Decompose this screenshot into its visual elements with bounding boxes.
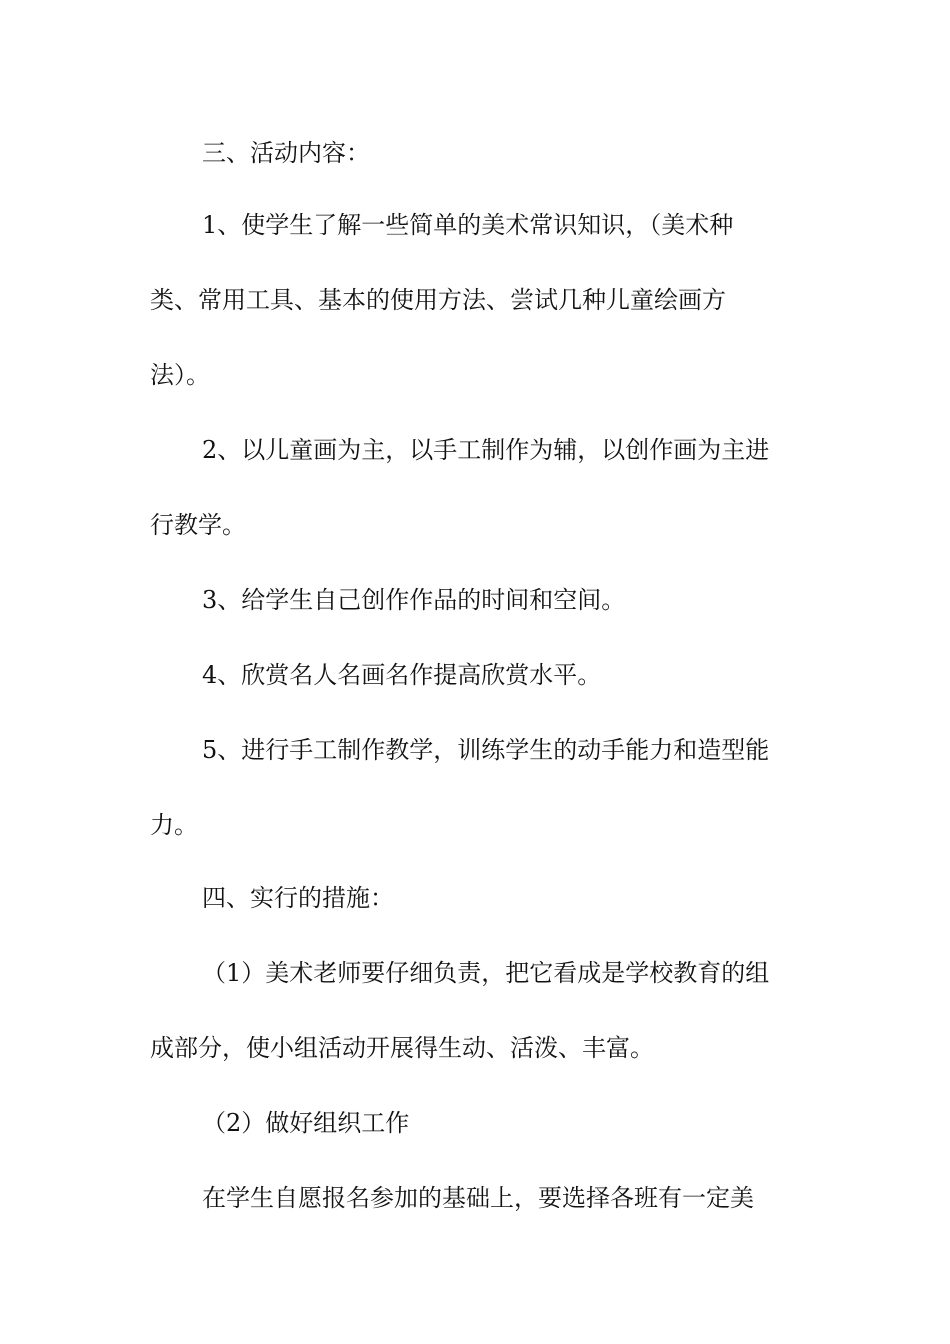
paragraph-line: 类、常用工具、基本的使用方法、尝试几种儿童绘画方 bbox=[150, 286, 726, 314]
paragraph-line: 力。 bbox=[150, 811, 198, 839]
paragraph-line: （1）美术老师要仔细负责，把它看成是学校教育的组 bbox=[202, 959, 770, 987]
paragraph-line: （2）做好组织工作 bbox=[202, 1109, 410, 1137]
paragraph-line: 法）。 bbox=[150, 361, 210, 389]
paragraph-line: 5、进行手工制作教学，训练学生的动手能力和造型能 bbox=[202, 736, 770, 764]
paragraph-line: 行教学。 bbox=[150, 511, 246, 539]
section-heading-activity-content: 三、活动内容： bbox=[202, 139, 370, 167]
paragraph-line: 1、使学生了解一些简单的美术常识知识，（美术种 bbox=[202, 211, 734, 239]
paragraph-line: 成部分，使小组活动开展得生动、活泼、丰富。 bbox=[150, 1034, 654, 1062]
section-heading-measures: 四、实行的措施： bbox=[202, 884, 394, 912]
paragraph-line: 2、以儿童画为主，以手工制作为辅，以创作画为主进 bbox=[202, 436, 770, 464]
paragraph-line: 4、欣赏名人名画名作提高欣赏水平。 bbox=[202, 661, 602, 689]
paragraph-line: 3、给学生自己创作作品的时间和空间。 bbox=[202, 586, 626, 614]
paragraph-line: 在学生自愿报名参加的基础上，要选择各班有一定美 bbox=[202, 1184, 754, 1212]
